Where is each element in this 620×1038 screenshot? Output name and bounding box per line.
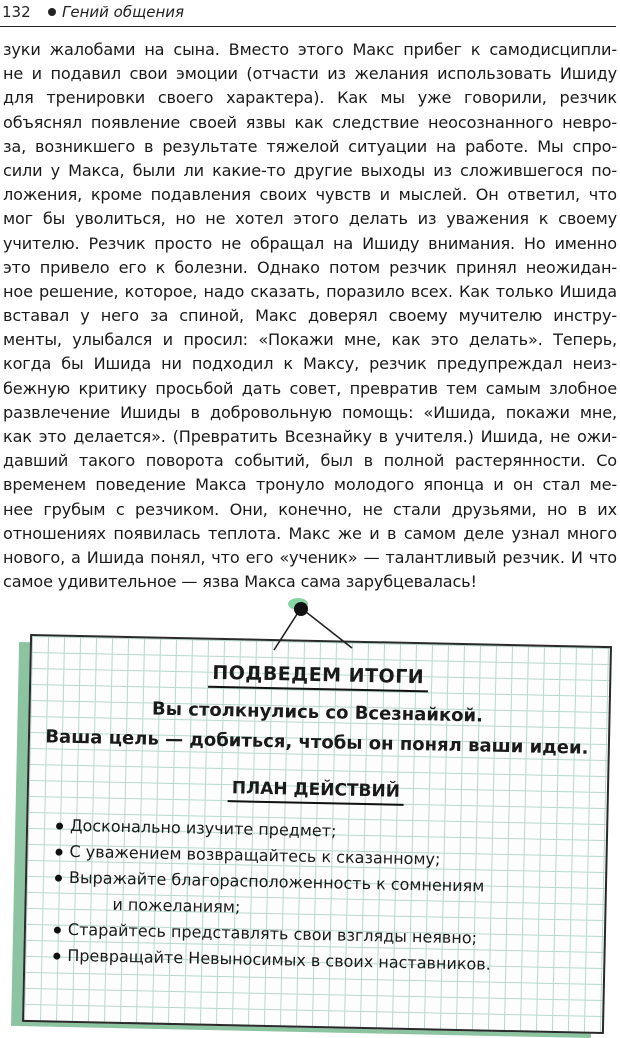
body-line: это привело его к болезни. Однако потом резчик принял неожидан-: [3, 257, 617, 277]
body-line: зуки жалобами на сына. Вместо этого Макс прибег к самодисципли-: [3, 40, 617, 59]
body-line: учителю. Резчик просто не обращал на Ишиду внимания. Но именно: [3, 233, 617, 253]
body-line: для тренировки своего характера). Как мы уже говорили, резчик: [3, 88, 617, 108]
page-number: 132: [2, 3, 31, 21]
body-line: нового, а Ишида понял, что его «ученик» — талантливый резчик. И что: [3, 547, 617, 567]
body-line: самое удивительное — язва Макса сама зарубцевалась!: [3, 572, 477, 592]
summary-line-1: Вы столкнулись со Всезнайкой.: [151, 698, 484, 727]
plan-item: Выражайте благорасположенность к сомнениям: [55, 865, 585, 902]
plan-item: С уважением возвращайтесь к сказанному;: [55, 839, 585, 876]
body-line: ложения, кроме подавления своих чувств и мыслей. Он ответил, что: [3, 185, 617, 205]
plan-item-continuation: и пожеланиям;: [112, 894, 241, 917]
bullet-separator-icon: [48, 8, 56, 16]
pin-icon: [294, 602, 308, 616]
body-line: менты, улыбался и просил: «Покажи мне, как это делать». Теперь,: [3, 330, 617, 350]
body-line: бежную критику просьбой дать совет, превратив тем самым злобное: [3, 378, 617, 398]
body-line: ное решение, которое, надо сказать, поразило всех. Как только Ишида: [3, 281, 617, 301]
body-line: временем поведение Макса тронуло молодого японца и он стал ме-: [3, 475, 617, 495]
body-line: когда бы Ишида ни подходил к Максу, резчик предупреждал неиз-: [3, 354, 617, 374]
body-line: не и подавил свои эмоции (отчасти из желания использовать Ишиду: [3, 64, 617, 84]
plan-heading: ПЛАН ДЕЙСТВИЙ: [27, 774, 605, 806]
plan-list: [53, 813, 586, 980]
body-line: вставал у него за спиной, Макс доверял своему мучителю инстру-: [3, 306, 617, 326]
body-line: объяснял появление своей язвы как следствие неосознанного невро-: [3, 112, 617, 132]
plan-item: Старайтесь представлять свои взгляды неявно;: [54, 917, 584, 954]
book-title: Гений общения: [62, 3, 185, 21]
running-head: [0, 0, 616, 27]
body-line: за, возникшего в результате тяжелой ситуации на работе. Мы спро-: [3, 136, 617, 156]
body-line: мог бы уволиться, но не хотел этого делать из уважения к своему: [3, 209, 617, 229]
plan-item: Превращайте Невыносимых в своих наставников.: [53, 943, 583, 980]
body-line: нее грубым с резчиком. Они, конечно, не стали друзьями, но в их: [3, 499, 617, 519]
plan-item: Досконально изучите предмет;: [56, 813, 586, 850]
body-line: развлечение Ишиды в добровольную помощь: «Ишида, покажи мне,: [3, 402, 617, 422]
body-line: давший такого поворота событий, был в полной растерянности. Со: [3, 451, 617, 471]
summary-line-2: Ваша цель — добиться, чтобы он понял ваши идеи.: [45, 726, 589, 759]
body-text: [3, 38, 617, 594]
body-line: сили у Макса, были ли какие-то другие выходы из сложившегося по-: [3, 160, 617, 180]
board-content: [22, 634, 608, 1030]
summary-heading: ПОДВЕДЕМ ИТОГИ: [29, 658, 607, 692]
body-line: отношениях появилась теплота. Макс же и в самом деле узнал много: [3, 523, 617, 543]
body-line: как это делается». (Превратить Всезнайку в учителя.) Ишида, не ожи-: [3, 427, 617, 446]
